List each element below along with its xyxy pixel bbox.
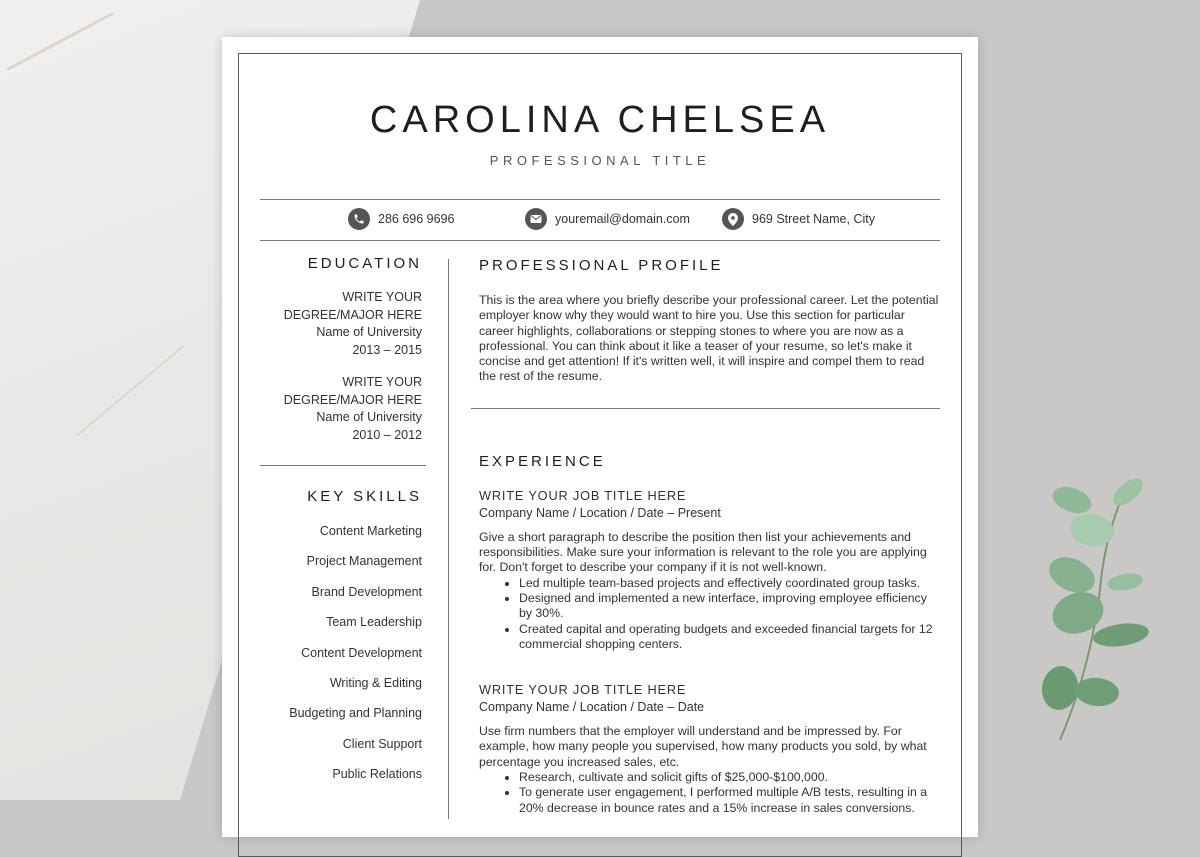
job-description: Give a short paragraph to describe the position then list your achievements and responsibilities. Make sure your information is relevant to the role you are applying for. Don't forget to describe your company if it is not well-known. <box>479 529 927 575</box>
university-name: Name of University <box>316 410 422 424</box>
marble-vein <box>6 12 113 71</box>
achievement-item: • Research, cultivate and solicit gifts of $25,000-$100,000. <box>519 770 939 785</box>
column-divider <box>448 259 449 819</box>
contact-bar <box>260 199 940 241</box>
university-name: Name of University <box>316 325 422 339</box>
contact-address <box>722 208 875 230</box>
email-icon <box>525 208 547 230</box>
education-heading: EDUCATION <box>307 255 422 272</box>
section-divider <box>260 465 426 466</box>
job-title: WRITE YOUR JOB TITLE HERE <box>479 682 687 698</box>
plant-leaf <box>1068 510 1117 549</box>
plant-leaf <box>1092 620 1151 650</box>
contact-email <box>525 208 690 230</box>
profile-heading: PROFESSIONAL PROFILE <box>479 257 724 274</box>
experience-heading: EXPERIENCE <box>479 452 606 470</box>
education-entry <box>260 289 422 359</box>
achievement-item: • To generate user engagement, I performed multiple A/B tests, resulting in a 20% decrease in bounce rates and a 15% increase in sales conversions. <box>519 785 939 816</box>
skill-item: Writing & Editing <box>329 675 422 690</box>
degree-line: WRITE YOUR <box>342 290 422 304</box>
skills-list <box>260 516 426 790</box>
achievement-item: • Created capital and operating budgets and exceeded financial targets for 12 commercial shopping centers. <box>519 622 939 653</box>
skill-item: Content Development <box>301 645 422 660</box>
email-text: youremail@domain.com <box>555 212 690 226</box>
profile-text: This is the area where you briefly describe your professional career. Let the potential employer know why they would want to hire you. Use this section for particular career highlights, collaborations or stepping stones to where you are now as a professional. You can think about it like a teaser of your resume, so let's make it concise and get attention! If it's written well, it will inspire and compel them to read the rest of the resume. <box>479 293 939 384</box>
achievement-list <box>479 770 939 816</box>
skill-item: Client Support <box>342 736 422 751</box>
skill-item: Project Management <box>306 554 422 569</box>
plant-leaf <box>1106 571 1144 593</box>
plant-leaf <box>1108 474 1147 511</box>
location-pin-icon <box>722 208 744 230</box>
plant-leaf <box>1038 663 1081 713</box>
skills-heading: KEY SKILLS <box>307 488 422 505</box>
education-years: 2010 – 2012 <box>352 427 422 442</box>
skill-item: Content Marketing <box>319 524 422 538</box>
job-entry <box>479 682 939 816</box>
job-title: WRITE YOUR JOB TITLE HERE <box>479 487 687 503</box>
marble-vein <box>76 345 185 437</box>
section-divider <box>471 408 940 409</box>
achievement-item: • Designed and implemented a new interface, improving employee efficiency by 30%. <box>519 591 939 622</box>
education-years: 2013 – 2015 <box>352 342 422 357</box>
plant-leaf <box>1043 550 1100 599</box>
address-text: 969 Street Name, City <box>752 212 875 226</box>
education-entry <box>260 374 422 444</box>
resume-name: CAROLINA CHELSEA <box>369 99 831 141</box>
skill-item: Brand Development <box>311 584 422 599</box>
phone-icon <box>348 208 370 230</box>
skill-item: Public Relations <box>332 767 422 782</box>
degree-line: WRITE YOUR <box>342 375 422 389</box>
contact-phone <box>348 208 454 230</box>
plant-leaf <box>1049 482 1095 518</box>
achievement-item: • Led multiple team-based projects and effectively coordinated group tasks. <box>519 576 939 591</box>
job-meta: Company Name / Location / Date – Present <box>479 505 721 520</box>
degree-line: DEGREE/MAJOR HERE <box>283 392 422 407</box>
resume-page <box>222 37 978 837</box>
job-meta: Company Name / Location / Date – Date <box>479 700 705 715</box>
degree-line: DEGREE/MAJOR HERE <box>283 307 422 322</box>
professional-title: PROFESSIONAL TITLE <box>489 153 711 168</box>
phone-text: 286 696 9696 <box>378 212 455 226</box>
job-description: Use firm numbers that the employer will understand and be impressed by. For example, how many people you supervised, how many products you sold, by what percentage you increased sales, etc. <box>479 724 927 769</box>
eucalyptus-plant <box>1030 470 1200 750</box>
right-column <box>479 257 939 816</box>
skill-item: Team Leadership <box>326 615 422 630</box>
left-column <box>260 255 426 790</box>
job-entry <box>479 488 939 652</box>
achievement-list <box>479 576 939 652</box>
skill-item: Budgeting and Planning <box>289 706 422 721</box>
